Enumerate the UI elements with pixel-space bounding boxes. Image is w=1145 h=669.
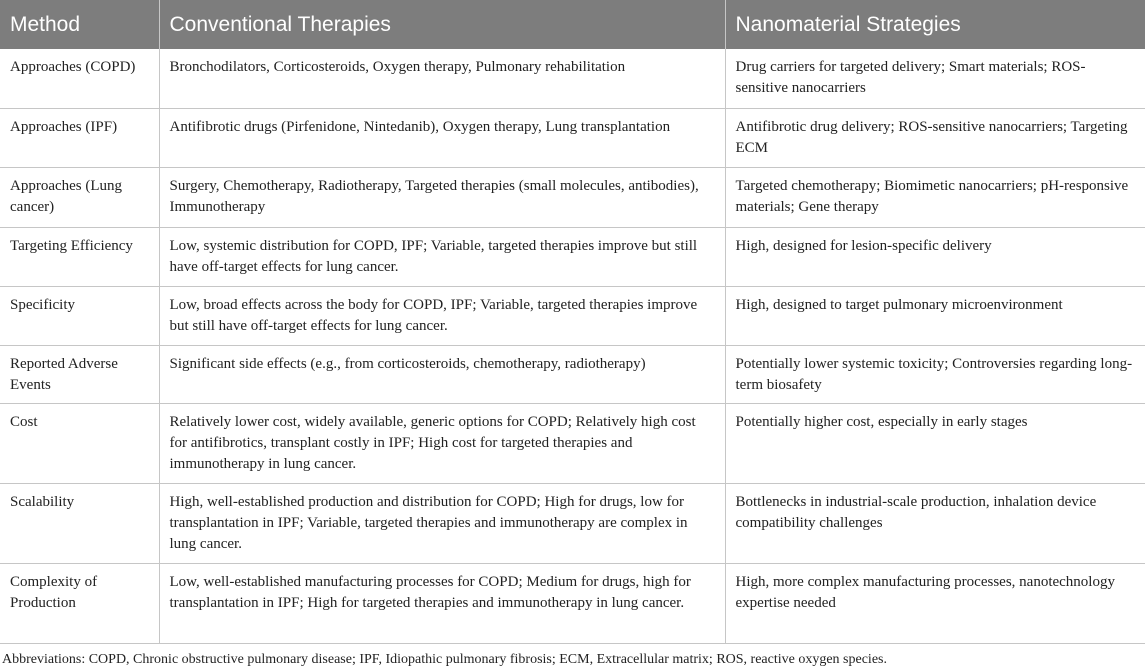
- cell-nanomaterial: Potentially lower systemic toxicity; Controversies regarding long-term biosafety: [725, 345, 1145, 403]
- cell-method: Cost: [0, 403, 159, 483]
- cell-nanomaterial: Bottlenecks in industrial-scale production, inhalation device compatibility challenges: [725, 483, 1145, 563]
- cell-conventional: Low, well-established manufacturing processes for COPD; Medium for drugs, high for transplantation in IPF; High for targeted therapies and immunotherapy in lung cancer.: [159, 563, 725, 643]
- abbreviations-footnote: Abbreviations: COPD, Chronic obstructive pulmonary disease; IPF, Idiopathic pulmonary fibrosis; ECM, Extracellular matrix; ROS, reactive oxygen species.: [2, 651, 887, 667]
- cell-conventional: Antifibrotic drugs (Pirfenidone, Nintedanib), Oxygen therapy, Lung transplantation: [159, 108, 725, 167]
- cell-conventional: Low, systemic distribution for COPD, IPF; Variable, targeted therapies improve but still have off-target effects for lung cancer.: [159, 227, 725, 286]
- cell-nanomaterial: High, designed for lesion-specific delivery: [725, 227, 1145, 286]
- cell-method: Approaches (IPF): [0, 108, 159, 167]
- cell-method: Approaches (Lung cancer): [0, 167, 159, 227]
- table-row: [0, 563, 1145, 643]
- cell-method: Targeting Efficiency: [0, 227, 159, 286]
- table-body: [0, 49, 1145, 643]
- cell-conventional: High, well-established production and distribution for COPD; High for drugs, low for transplantation in IPF; Variable, targeted therapies and immunotherapy are complex in lung cancer.: [159, 483, 725, 563]
- cell-nanomaterial: Targeted chemotherapy; Biomimetic nanocarriers; pH-responsive materials; Gene therapy: [725, 167, 1145, 227]
- table-row: [0, 227, 1145, 286]
- table-row: [0, 286, 1145, 345]
- cell-method: Scalability: [0, 483, 159, 563]
- table-row: [0, 403, 1145, 483]
- cell-conventional: Low, broad effects across the body for COPD, IPF; Variable, targeted therapies improve but still have off-target effects for lung cancer.: [159, 286, 725, 345]
- table-row: [0, 108, 1145, 167]
- cell-conventional: Significant side effects (e.g., from corticosteroids, chemotherapy, radiotherapy): [159, 345, 725, 403]
- cell-nanomaterial: Drug carriers for targeted delivery; Smart materials; ROS-sensitive nanocarriers: [725, 49, 1145, 108]
- table-row: [0, 49, 1145, 108]
- cell-conventional: Relatively lower cost, widely available, generic options for COPD; Relatively high cost for antifibrotics, transplant costly in IPF; High cost for targeted therapies and immunotherapy in lung cancer.: [159, 403, 725, 483]
- header-nanomaterial-strategies: Nanomaterial Strategies: [725, 0, 1145, 49]
- cell-method: Approaches (COPD): [0, 49, 159, 108]
- table-row: [0, 167, 1145, 227]
- cell-method: Complexity of Production: [0, 563, 159, 643]
- table-row: [0, 483, 1145, 563]
- table-row: [0, 345, 1145, 403]
- cell-nanomaterial: High, more complex manufacturing processes, nanotechnology expertise needed: [725, 563, 1145, 643]
- header-method: Method: [0, 0, 159, 49]
- cell-conventional: Surgery, Chemotherapy, Radiotherapy, Targeted therapies (small molecules, antibodies), Immunotherapy: [159, 167, 725, 227]
- cell-nanomaterial: Potentially higher cost, especially in early stages: [725, 403, 1145, 483]
- cell-nanomaterial: High, designed to target pulmonary microenvironment: [725, 286, 1145, 345]
- cell-method: Specificity: [0, 286, 159, 345]
- table-header: [0, 0, 1145, 49]
- header-conventional-therapies: Conventional Therapies: [159, 0, 725, 49]
- cell-conventional: Bronchodilators, Corticosteroids, Oxygen therapy, Pulmonary rehabilitation: [159, 49, 725, 108]
- cell-method: Reported Adverse Events: [0, 345, 159, 403]
- header-row: [0, 0, 1145, 49]
- cell-nanomaterial: Antifibrotic drug delivery; ROS-sensitive nanocarriers; Targeting ECM: [725, 108, 1145, 167]
